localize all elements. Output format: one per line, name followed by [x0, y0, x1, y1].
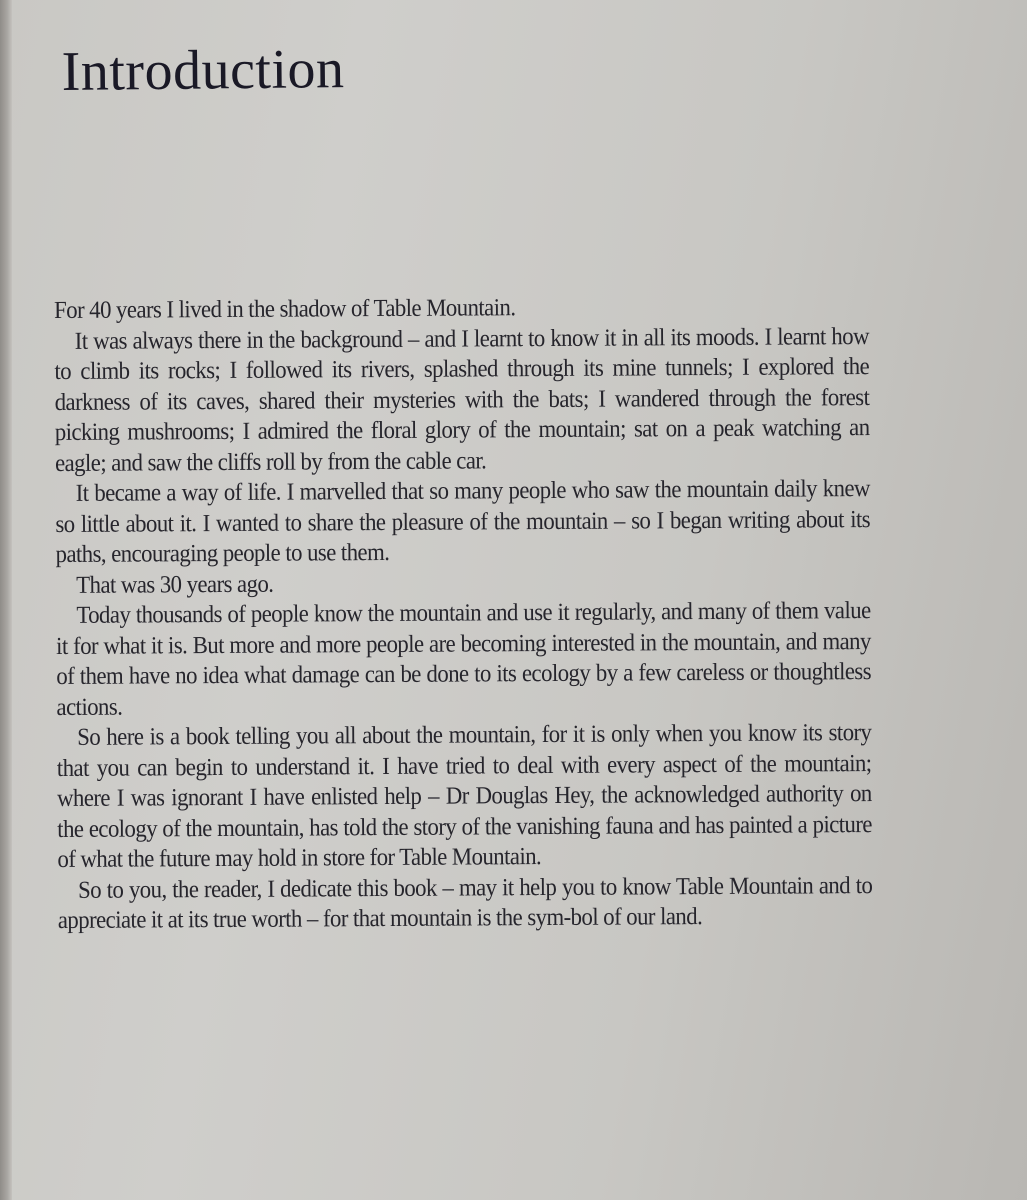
paragraph-background: It was always there in the background – and I learnt to know it in all its moods. I learnt how to climb its rocks; I followed its rivers, splashed through its mine tunnels; I explored the darkness of its caves, shared their mysteries with the bats; I wandered through the forest picking mushrooms; I admired the floral glory of the mountain; sat on a peak watching an eagle; and saw the cliffs roll by from the cable car. [54, 322, 870, 477]
paragraph-today: Today thousands of people know the mountain and use it regularly, and many of them value it for what it is. But more and more people are becoming interested in the mountain, and many of them have no idea what damage can be done to its ecology by a few careless or thoughtless actions. [56, 597, 872, 721]
paragraph-way-of-life: It became a way of life. I marvelled that so many people who saw the mountain daily knew so little about it. I wanted to share the pleasure of the mountain – so I began writing about its paths, encouraging people to use them. [55, 475, 871, 568]
paragraph-thirty-years: That was 30 years ago. [76, 570, 274, 599]
paragraph-dedication: So to you, the reader, I dedicate this book – may it help you to know Table Mountain and to appreciate it at its true worth – for that mountain is the sym-bol of our land. [57, 871, 873, 934]
book-page [12, 0, 1027, 1200]
paragraph-opening: For 40 years I lived in the shadow of Table Mountain. [54, 294, 516, 324]
introduction-body [54, 291, 873, 936]
paragraph-book-purpose: So here is a book telling you all about the mountain, for it is only when you know its story that you can begin to understand it. I have tried to deal with every aspect of the mountain; where I was ignorant I have enlisted help – Dr Douglas Hey, the acknowledged authority on the ecology of the mountain, has told the story of the vanishing fauna and has painted a picture of what the future may hold in store for Table Mountain. [56, 719, 873, 873]
book-spine-edge [0, 0, 12, 1200]
page-title: Introduction [61, 38, 345, 104]
